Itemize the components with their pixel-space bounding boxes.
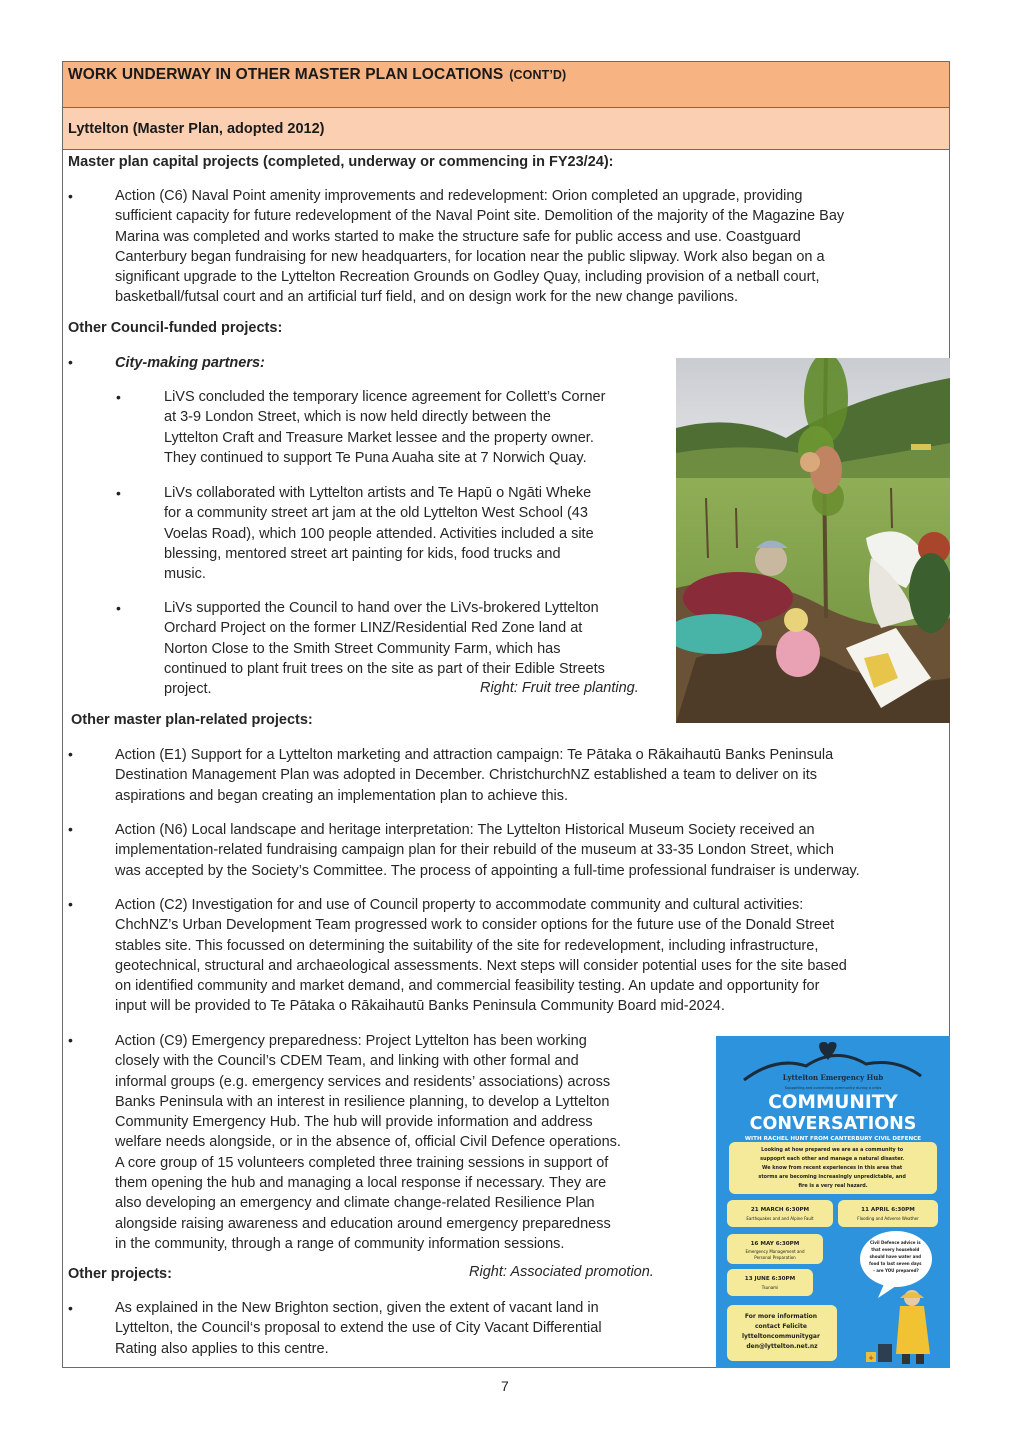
- session-3-date: 16 MAY 6:30PM: [750, 1241, 800, 1247]
- poster-intro: Looking at how prepared we are as a community to suppoprt each other and manage a natural disaster. We know from recent experiences in this area that storms are becoming increasingly unpredictable, and fire is a very real hazard.: [758, 1147, 906, 1189]
- n6-paragraph: Action (N6) Local landscape and heritage interpretation: The Lyttelton Historical Museum Society received an implementation-related fundraising campaign plan for their rebuild of the museum at 33-35 London Street, which was accepted by the Society’s Committee. The process of appointing a full-time professional fundraiser is underway.: [115, 822, 860, 879]
- poster-hub-tagline: Supporting and connecting community during a crisis: [784, 1086, 882, 1090]
- bullet: •: [116, 600, 121, 616]
- c2-paragraph: Action (C2) Investigation for and use of Council property to accommodate community and cultural activities: ChchNZ’s Urban Development Team progressed work to consider options for the future use of the Donald Street stables site. This focussed on determining the suitability of the site for redevelopment, including infrastructure, geotechnical, structural and archaeological assessments. Next steps will consider potential uses for the site based on identified community and market demand, and commercial feasibility testing. An update and opportunity for input will be provided to Te Pātaka o Rākaihautū Banks Peninsula Community Board mid-2024.: [115, 897, 847, 1015]
- session-4-topic: Tsunami: [761, 1285, 779, 1290]
- photo-caption: Right: Fruit tree planting.: [480, 680, 639, 696]
- session-3-topic-1: Emergency Management and: [745, 1249, 805, 1254]
- bullet: •: [68, 821, 73, 837]
- svg-text:+: +: [868, 1354, 874, 1362]
- poster-with-line: WITH RACHEL HUNT FROM CANTERBURY CIVIL DEFENCE: [744, 1136, 922, 1142]
- poster-advice: Civil Defence advice is that every household should have water and food to last seven days - are YOU prepared?: [869, 1240, 922, 1273]
- session-2-date: 11 APRIL 6:30PM: [861, 1207, 915, 1213]
- session-4-date: 13 JUNE 6:30PM: [744, 1276, 796, 1282]
- community-conversations-poster: [716, 1036, 950, 1368]
- section-header: [63, 62, 949, 108]
- livs-licence-paragraph: LiVS concluded the temporary licence agreement for Collett’s Corner at 3-9 London Street, which is now held directly between the Lyttelton Craft and Treasure Market lessee and the property owner. They continued to support Te Puna Auaha site at 7 Norwich Quay.: [164, 389, 606, 466]
- poster-hub-title: Lyttelton Emergency Hub: [782, 1073, 884, 1082]
- poster-title-1: COMMUNITY: [768, 1092, 898, 1113]
- street-art-paragraph: LiVs collaborated with Lyttelton artists and Te Hapū o Ngāti Wheke for a community street art jam at the old Lyttelton West School (43 Voelas Road), which 100 people attended. Activities included a site blessing, mentored street art painting for kids, food trucks and music.: [164, 485, 594, 583]
- bullet: •: [68, 1300, 73, 1316]
- location-title: Lyttelton (Master Plan, adopted 2012): [68, 121, 325, 137]
- council-heading: Other Council-funded projects:: [68, 320, 283, 336]
- capital-heading: Master plan capital projects (completed, underway or commencing in FY23/24):: [68, 154, 614, 170]
- c9-paragraph: Action (C9) Emergency preparedness: Project Lyttelton has been working closely with the Council’s CDEM Team, and linking with other formal and informal groups (e.g. emergency services and residents’ associations) across Banks Peninsula with an interest in resilience planning, to develop a Lyttelton Community Emergency Hub. The hub will provide information and address welfare needs alongside, or in the absence of, official Civil Defence operations. A core group of 15 volunteers completed three training sessions in support of them opening the hub and managing a local response if necessary. They are also developing an emergency and climate change-related Resilience Plan alongside raising awareness and education around emergency preparedness in the community, through a range of community information sessions.: [115, 1033, 621, 1252]
- bullet: •: [68, 188, 73, 204]
- bullet: •: [68, 354, 73, 370]
- other-heading: Other projects:: [68, 1266, 172, 1282]
- promo-caption: Right: Associated promotion.: [469, 1264, 654, 1280]
- vacant-land-paragraph: As explained in the New Brighton section, given the extent of vacant land in Lyttelton, the Council‘s proposal to extend the use of City Vacant Differential Rating also applies to this centre.: [115, 1300, 602, 1357]
- e1-paragraph: Action (E1) Support for a Lyttelton marketing and attraction campaign: Te Pātaka o Rākaihautū Banks Peninsula Destination Management Plan was adopted in December. ChristchurchNZ established a team to deliver on its aspirations and began creating an implementation plan to achieve this.: [115, 747, 834, 804]
- poster-contact: For more information contact Felicite lytteltoncommunitygar den@lyttelton.net.nz: [741, 1313, 820, 1350]
- related-heading: Other master plan-related projects:: [71, 712, 313, 728]
- session-1-topic: Earthquakes and and Alpine Fault: [746, 1216, 814, 1221]
- bullet: •: [116, 389, 121, 405]
- section-title: WORK UNDERWAY IN OTHER MASTER PLAN LOCATIONS (CONT’D): [68, 66, 567, 83]
- location-header: [63, 108, 949, 150]
- page-number: 7: [501, 1378, 509, 1394]
- bullet: •: [68, 1032, 73, 1048]
- bullet: •: [68, 896, 73, 912]
- bullet: •: [68, 746, 73, 762]
- poster-illustration: [716, 1036, 950, 1368]
- session-3-topic-2: Personal Preparation: [754, 1255, 796, 1260]
- fruit-tree-planting-photo: [676, 358, 950, 723]
- orchard-paragraph: LiVs supported the Council to hand over the LiVs-brokered Lyttelton Orchard Project on the former LINZ/Residential Red Zone land at Norton Close to the Smith Street Community Farm, which has continued to plant fruit trees on the site as part of their Edible Streets project.: [164, 600, 605, 698]
- session-2-topic: Flooding and Adverse Weather: [857, 1216, 919, 1221]
- photo-illustration: [676, 358, 950, 723]
- session-1-date: 21 MARCH 6:30PM: [750, 1207, 810, 1213]
- bullet: •: [116, 485, 121, 501]
- partners-label: City-making partners:: [115, 355, 265, 371]
- c6-paragraph: Action (C6) Naval Point amenity improvements and redevelopment: Orion completed an upgrade, providing sufficient capacity for future redevelopment of the Naval Point site. Demolition of the majority of the Magazine Bay Marina was completed and works started to make the structure safe for public access and use. Coastguard Canterbury began fundraising for new headquarters, for location near the public slipway. Work also began on a significant upgrade to the Lyttelton Recreation Grounds on Godley Quay, including provision of a netball court, basketball/futsal court and an artificial turf field, and on design work for the new change pavilions.: [115, 188, 845, 306]
- poster-title-2: CONVERSATIONS: [749, 1114, 917, 1134]
